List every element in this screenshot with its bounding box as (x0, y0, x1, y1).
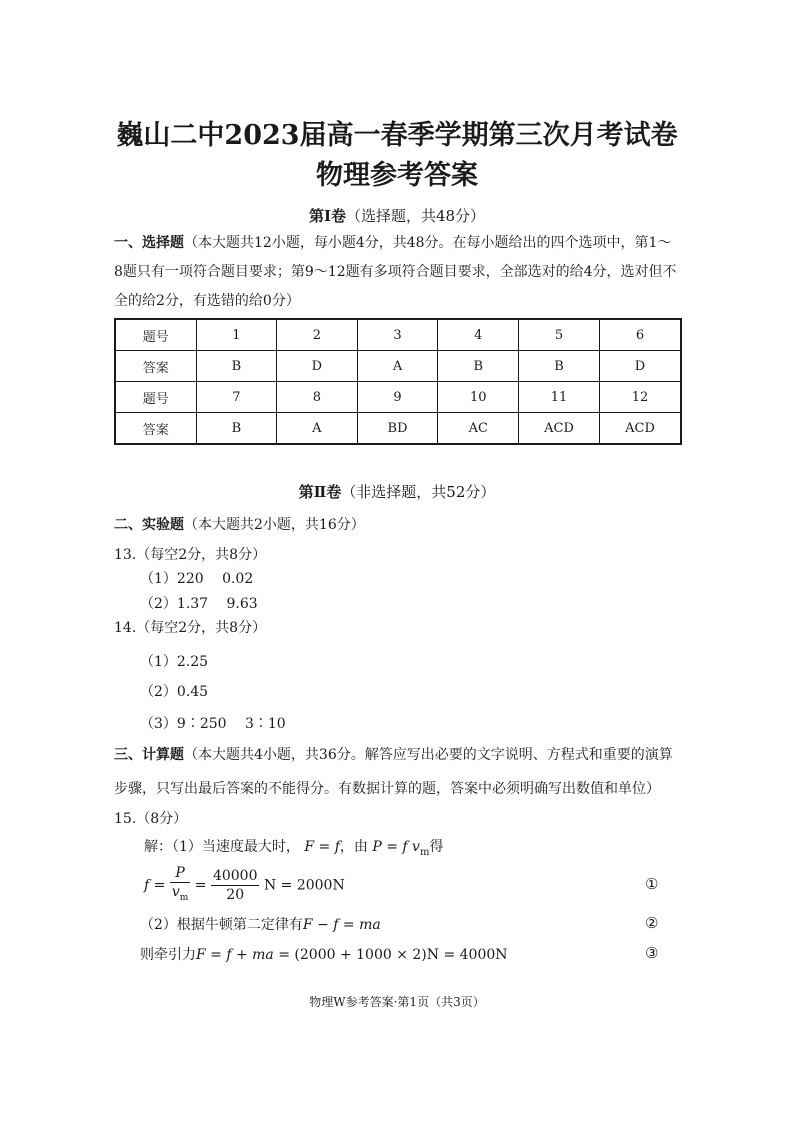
part2-heading (0, 481, 794, 502)
table-row (115, 382, 681, 413)
table-row (115, 351, 681, 382)
table-row-header: 答案 (115, 413, 196, 445)
table-cell: B (196, 351, 277, 382)
table-cell: 9 (357, 382, 438, 413)
q15-line2-eq: F − f = ma (302, 917, 381, 933)
section1-label: 一、选择题 (114, 235, 184, 251)
table-cell: ACD (519, 413, 600, 445)
q15-mark-3: ③ (645, 944, 659, 962)
document-subtitle: 物理参考答案 (316, 160, 478, 191)
q15-mark-1: ① (645, 875, 659, 893)
part2-label: 第Ⅱ卷 (298, 483, 342, 501)
section1-instructions (114, 229, 684, 316)
section3-line1: （本大题共4小题，共36分。解答应写出必要的文字说明、方程式和重要的演算 (184, 747, 673, 763)
section3-line2: 步骤，只写出最后答案的不能得分。有数据计算的题，答案中必须明确写出数值和单位） (114, 781, 660, 797)
table-cell: 10 (438, 382, 519, 413)
q15-solution-line1 (144, 836, 443, 858)
section2-heading (114, 514, 365, 534)
q15-frac1-den-sub: m (179, 892, 189, 903)
q15-mark-2: ② (645, 914, 659, 932)
table-cell: 12 (600, 382, 681, 413)
section1-line2: 8题只有一项符合题目要求；第9～12题有多项符合题目要求，全部选对的给4分，选对但不 (114, 264, 677, 280)
table-cell: ACD (600, 413, 681, 445)
q13-heading: 13.（每空2分，共8分） (114, 547, 267, 563)
table-row (115, 319, 681, 351)
table-cell: A (357, 351, 438, 382)
q15-sol-post: 得 (429, 839, 444, 855)
part1-label: 第Ⅰ卷 (308, 207, 346, 225)
table-cell: 4 (438, 319, 519, 351)
table-cell: D (600, 351, 681, 382)
section1-line3: 全的给2分，有选错的给0分） (114, 293, 300, 309)
table-cell: 3 (357, 319, 438, 351)
table-cell: 6 (600, 319, 681, 351)
q15-frac1-num: P (175, 865, 185, 881)
table-cell: B (519, 351, 600, 382)
q15-line3-val: = (2000 + 1000 × 2)N = 4000N (273, 947, 508, 963)
table-row-header: 答案 (115, 351, 196, 382)
table-cell: BD (357, 413, 438, 445)
q14-answer-3: （3）9∶250 3∶10 (140, 716, 286, 732)
q15-eq-power-sub: m (419, 846, 430, 858)
table-cell: B (196, 413, 277, 445)
q14-heading: 14.（每空2分，共8分） (114, 620, 267, 636)
q15-sol-mid: ，由 (339, 839, 368, 855)
document-title: 巍山二中2023届高一春季学期第三次月考试卷 (116, 120, 678, 151)
table-cell: AC (438, 413, 519, 445)
part1-desc: （选择题，共48分） (345, 207, 486, 225)
q14-answer-2: （2）0.45 (140, 684, 209, 700)
q14-answer-1: （1）2.25 (140, 654, 209, 670)
q15-fraction-values (211, 867, 260, 904)
q15-f-result: N = 2000N (263, 877, 345, 894)
q15-heading: 15.（8分） (114, 811, 188, 827)
section3-label: 三、计算题 (114, 747, 184, 763)
q15-formula-force (144, 864, 345, 907)
table-cell: 7 (196, 382, 277, 413)
section2-desc: （本大题共2小题，共16分） (184, 517, 365, 533)
table-cell: 5 (519, 319, 600, 351)
table-cell: 1 (196, 319, 277, 351)
part1-heading (0, 205, 794, 226)
q15-frac2-den: 20 (226, 886, 245, 903)
table-cell: 11 (519, 382, 600, 413)
q15-fraction-p-over-v (170, 864, 190, 907)
page-footer: 物理W参考答案·第1页（共3页） (309, 995, 485, 1009)
q15-eq-f-equals-f: F = f (304, 839, 340, 855)
q15-eq-power: P = f v (372, 839, 420, 855)
q15-solution-line2 (140, 914, 381, 934)
q15-solution-line3 (140, 944, 508, 964)
section3-instructions (114, 738, 684, 806)
q15-frac2-num: 40000 (212, 867, 258, 884)
part2-desc: （非选择题，共52分） (341, 483, 496, 501)
q13-answer-1: （1）220 0.02 (140, 571, 254, 587)
table-row (115, 413, 681, 445)
table-cell: B (438, 351, 519, 382)
table-cell: 2 (277, 319, 358, 351)
table-cell: 8 (277, 382, 358, 413)
answer-table (114, 318, 682, 445)
q15-f-lhs: f = (144, 877, 166, 894)
q15-sol-pre: 解：（1）当速度最大时， (144, 839, 300, 855)
q15-eq-sign: = (194, 877, 207, 894)
section2-label: 二、实验题 (114, 517, 184, 533)
table-cell: D (277, 351, 358, 382)
q15-line3-text: 则牵引力 (140, 947, 196, 963)
table-cell: A (277, 413, 358, 445)
q13-answer-2: （2）1.37 9.63 (140, 596, 258, 612)
table-row-header: 题号 (115, 382, 196, 413)
q15-frac1-den: v (171, 884, 180, 900)
table-row-header: 题号 (115, 319, 196, 351)
section1-line1: （本大题共12小题，每小题4分，共48分。在每小题给出的四个选项中，第1～ (184, 235, 672, 251)
q15-line3-eq: F = f + ma (196, 947, 274, 963)
q15-line2-text: （2）根据牛顿第二定律有 (140, 917, 303, 933)
